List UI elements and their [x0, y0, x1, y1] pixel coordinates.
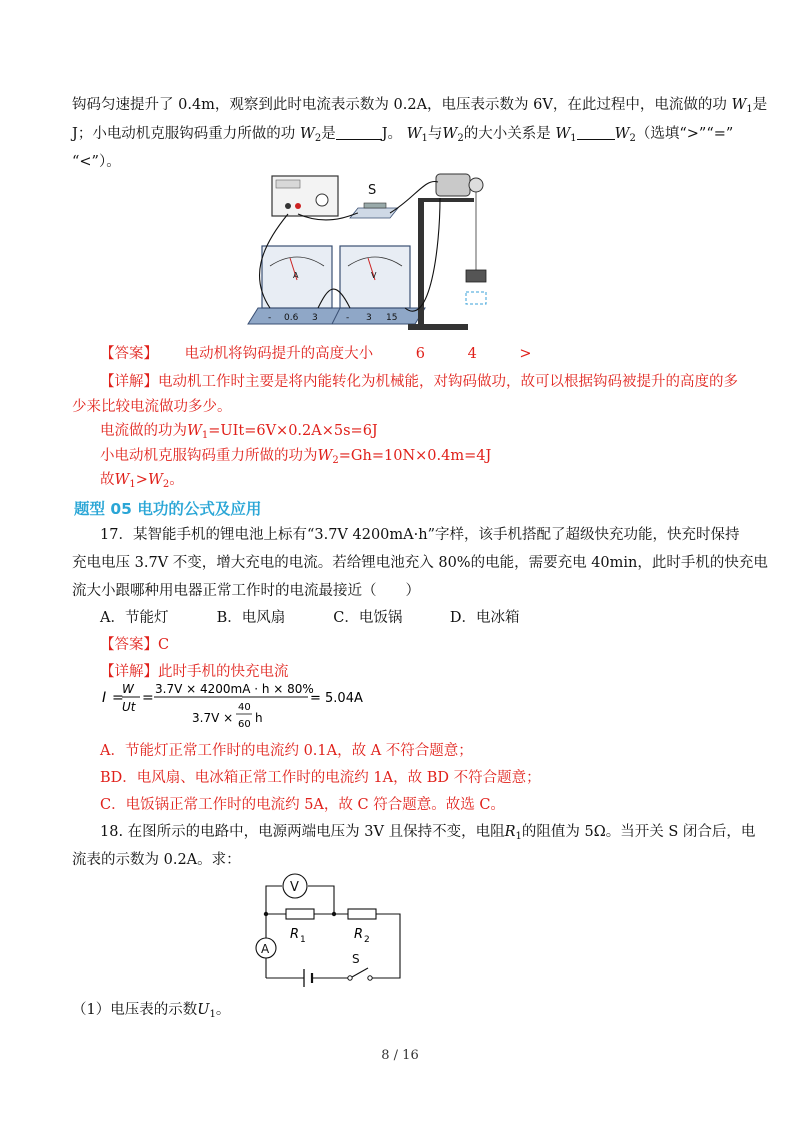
svg-text:R: R	[354, 927, 364, 942]
answer-blank[interactable]	[577, 125, 615, 140]
q16-detail-line-2: 少来比较电流做功多少。	[72, 399, 232, 415]
q17-explain-bd: BD．电风扇、电冰箱正常工作时的电流约 1A，故 BD 不符合题意；	[100, 770, 541, 786]
svg-text:V: V	[290, 880, 299, 895]
svg-text:0.6: 0.6	[284, 313, 299, 323]
q16-calc-2: 小电动机克服钩码重力所做的功为$W_2=Gh=10N\times 0.4m=4J$	[100, 448, 492, 466]
svg-text:A: A	[261, 942, 270, 956]
q17-line-3: 流大小跟哪种用电器正常工作时的电流最接近（ ）	[72, 583, 420, 599]
svg-text:60: 60	[238, 719, 251, 730]
q18-part-1: （1）电压表的示数$U_1$。	[72, 1002, 231, 1020]
q16-conclusion: 故$W_1>W_2$。	[100, 472, 184, 490]
q17-explain-a: A．节能灯正常工作时的电流约 0.1A，故 A 不符合题意；	[100, 743, 473, 759]
section-heading: 题型 05 电功的公式及应用	[74, 500, 262, 518]
q16-answer: 【答案】 电动机将钩码提升的高度大小 6 4 >	[100, 346, 532, 362]
q18-line-1: 18. 在图所示的电路中，电源两端电压为 3V 且保持不变，电阻$R_1$的阻值为 5Ω。当开关 S 闭合后，电	[100, 824, 756, 842]
q17-formula	[100, 680, 400, 736]
svg-text:Ut: Ut	[122, 700, 136, 714]
svg-text:R: R	[290, 927, 300, 942]
q17-option-a[interactable]: A．节能灯	[100, 610, 169, 626]
svg-text:W: W	[122, 682, 134, 696]
motor	[436, 174, 470, 196]
q17-answer: 【答案】C	[100, 637, 170, 653]
switch-label: S	[368, 183, 377, 198]
q16-line-2: J；小电动机克服钩码重力所做的功 $W_2$是 J。 $W_1$与$W_2$的大小关系是 $W_1$ $W_2$（选填“>”“=”	[72, 126, 734, 144]
svg-text:S: S	[352, 952, 360, 966]
svg-text:3: 3	[366, 313, 372, 323]
svg-text:= 5.04A: = 5.04A	[310, 691, 363, 706]
svg-text:1: 1	[300, 935, 306, 945]
svg-text:=: =	[112, 690, 124, 706]
q18-circuit-diagram	[250, 866, 410, 996]
svg-text:=: =	[142, 690, 154, 706]
page-number: 8 / 16	[381, 1048, 419, 1063]
q17-option-d[interactable]: D．电冰箱	[449, 610, 520, 626]
hook-weight	[466, 270, 486, 282]
q17-line-1: 17．某智能手机的锂电池上标有“3.7V 4200mA·h”字样，该手机搭配了超级快充功能，快充时保持	[100, 527, 740, 543]
q16-line-3: “<”）。	[72, 154, 121, 170]
svg-text:2: 2	[364, 935, 370, 945]
svg-text:h: h	[255, 711, 263, 725]
resistor-r2	[348, 909, 376, 919]
svg-text:40: 40	[238, 702, 251, 713]
svg-text:-: -	[268, 313, 272, 323]
q16-apparatus-figure	[240, 168, 510, 340]
q17-detail: 【详解】此时手机的快充电流	[100, 664, 289, 680]
q17-options	[100, 608, 760, 628]
answer-blank[interactable]	[336, 125, 382, 140]
svg-text:V: V	[371, 271, 377, 280]
q18-line-2: 流表的示数为 0.2A。求：	[72, 852, 241, 868]
q16-calc-1: 电流做的功为$W_1=UIt=6V\times 0.2A\times 5s=6J$	[100, 423, 378, 441]
svg-text:3: 3	[312, 313, 318, 323]
q16-detail-line-1: 【详解】电动机工作时主要是将内能转化为机械能，对钩码做功，故可以根据钩码被提升的高度的多	[100, 374, 738, 390]
svg-text:I: I	[102, 690, 107, 706]
resistor-r1	[286, 909, 314, 919]
q16-line-1: 钩码匀速提升了 0.4m，观察到此时电流表示数为 0.2A，电压表示数为 6V，在此过程中，电流做的功 $W_1$是	[72, 97, 768, 115]
q17-explain-c: C．电饭锅正常工作时的电流约 5A，故 C 符合题意。故选 C。	[100, 797, 505, 813]
svg-text:3.7V ×: 3.7V ×	[192, 711, 234, 725]
svg-text:-: -	[346, 313, 350, 323]
q17-option-b[interactable]: B．电风扇	[216, 610, 286, 626]
svg-text:3.7V × 4200mA · h × 80%: 3.7V × 4200mA · h × 80%	[155, 682, 314, 696]
q17-option-c[interactable]: C．电饭锅	[333, 610, 403, 626]
switch-symbol	[352, 968, 368, 977]
q17-line-2: 充电电压 3.7V 不变，增大充电的电流。若给锂电池充入 80%的电能，需要充电 40min，此时手机的快充电	[72, 555, 768, 571]
svg-text:A: A	[293, 271, 299, 280]
svg-text:15: 15	[386, 313, 398, 323]
